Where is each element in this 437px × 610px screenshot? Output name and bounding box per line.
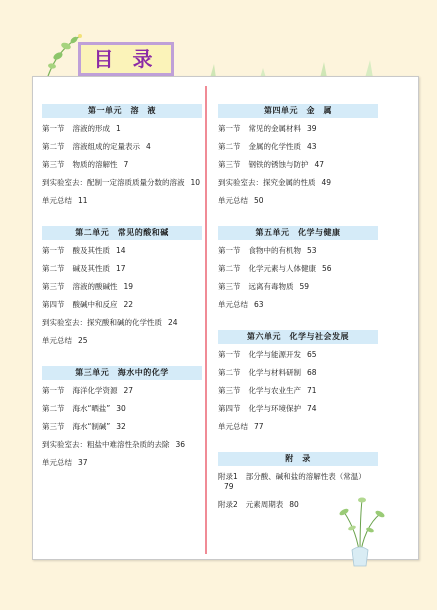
toc-entry[interactable] — [42, 142, 202, 160]
title-text: 目 录 — [93, 47, 159, 71]
section-title: 化学与能源开发 — [248, 350, 301, 359]
page-number: 77 — [254, 422, 264, 431]
page-number: 49 — [321, 178, 332, 187]
section-number: 第一节 — [42, 124, 65, 133]
unit-heading: 第六单元 化学与社会发展 — [218, 330, 378, 344]
section-title: 碱及其性质 — [72, 264, 110, 273]
section-number: 第一节 — [218, 350, 241, 359]
toc-entry[interactable] — [218, 404, 378, 422]
section-title: 单元总结 — [42, 196, 72, 205]
section-title: 化学与材料研制 — [248, 368, 301, 377]
toc-entry[interactable] — [42, 386, 202, 404]
toc-entry[interactable] — [218, 160, 378, 178]
page-number: 80 — [289, 500, 299, 509]
toc-entry[interactable] — [42, 264, 202, 282]
section-title: 溶液的形成 — [72, 124, 110, 133]
section-title: 到实验室去：探究金属的性质 — [218, 178, 316, 187]
section-title: 溶液的酸碱性 — [72, 282, 118, 291]
toc-entry[interactable] — [42, 336, 202, 354]
page-number: 4 — [146, 142, 151, 151]
page-number: 37 — [78, 458, 88, 467]
toc-entry[interactable] — [42, 160, 202, 178]
section-title: 酸及其性质 — [72, 246, 110, 255]
section-title: 化学与环境保护 — [248, 404, 301, 413]
page-number: 17 — [116, 264, 126, 273]
section-title: 食物中的有机物 — [248, 246, 301, 255]
page-number: 10 — [190, 178, 201, 187]
section-title: 单元总结 — [218, 422, 248, 431]
unit-section — [218, 330, 378, 440]
section-title: 元素周期表 — [245, 500, 284, 509]
section-number: 第三节 — [42, 422, 65, 431]
toc-entry[interactable] — [42, 124, 202, 142]
section-title: 物质的溶解性 — [72, 160, 118, 169]
section-title: 溶液组成的定量表示 — [72, 142, 140, 151]
section-number: 第三节 — [218, 282, 241, 291]
section-number: 第一节 — [42, 386, 65, 395]
page-number: 65 — [307, 350, 317, 359]
section-title: 部分酸、碱和盐的溶解性表（常温） — [245, 472, 366, 481]
section-title: 单元总结 — [218, 196, 248, 205]
toc-entry[interactable] — [42, 178, 202, 196]
section-number: 第一节 — [218, 124, 241, 133]
right-column — [218, 104, 378, 530]
page-title — [78, 42, 174, 76]
section-number: 第二节 — [218, 142, 241, 151]
page-number: 32 — [116, 422, 126, 431]
section-title: 海水“晒盐” — [72, 404, 111, 413]
section-title: 海水“制碱” — [72, 422, 111, 431]
section-number: 第二节 — [42, 264, 65, 273]
unit-heading: 第五单元 化学与健康 — [218, 226, 378, 240]
section-number: 第四节 — [42, 300, 65, 309]
section-number: 第二节 — [42, 142, 65, 151]
page-number: 19 — [123, 282, 134, 291]
toc-entry[interactable] — [42, 246, 202, 264]
section-number: 第三节 — [218, 160, 241, 169]
section-title: 化学与农业生产 — [248, 386, 301, 395]
section-title: 到实验室去：配制一定溶质质量分数的溶液 — [42, 178, 185, 187]
page-number: 39 — [307, 124, 317, 133]
toc-entry[interactable] — [218, 300, 378, 318]
toc-entry[interactable] — [42, 300, 202, 318]
section-title: 酸碱中和反应 — [72, 300, 118, 309]
section-title: 海洋化学资源 — [72, 386, 118, 395]
page-number: 79 — [224, 482, 234, 491]
section-number: 第三节 — [42, 160, 65, 169]
section-title: 金属的化学性质 — [248, 142, 301, 151]
toc-entry[interactable] — [42, 458, 202, 476]
unit-heading: 第三单元 海水中的化学 — [42, 366, 202, 380]
toc-entry[interactable] — [218, 368, 378, 386]
page-number: 74 — [307, 404, 317, 413]
toc-entry[interactable] — [218, 282, 378, 300]
section-number: 第三节 — [218, 386, 241, 395]
page-number: 63 — [254, 300, 264, 309]
toc-entry[interactable] — [42, 282, 202, 300]
toc-entry[interactable] — [218, 264, 378, 282]
page-number: 71 — [307, 386, 317, 395]
vase-plant-decoration-icon — [330, 488, 390, 568]
section-title: 常见的金属材料 — [248, 124, 301, 133]
page-number: 1 — [116, 124, 121, 133]
unit-section — [218, 226, 378, 318]
page-number: 43 — [307, 142, 317, 151]
toc-entry[interactable] — [218, 350, 378, 368]
toc-entry[interactable] — [42, 440, 202, 458]
section-title: 单元总结 — [42, 458, 72, 467]
page-number: 36 — [175, 440, 186, 449]
toc-entry[interactable] — [218, 196, 378, 214]
page-number: 68 — [307, 368, 317, 377]
unit-section — [42, 366, 202, 476]
page-number: 14 — [116, 246, 126, 255]
section-number: 附录1 — [218, 472, 238, 481]
toc-entry[interactable] — [218, 178, 378, 196]
toc-entry[interactable] — [218, 124, 378, 142]
section-title: 钢铁的锈蚀与防护 — [248, 160, 309, 169]
page-number: 25 — [78, 336, 88, 345]
unit-section — [42, 226, 202, 354]
grass-decoration-icon — [200, 56, 380, 78]
page-number: 30 — [116, 404, 126, 413]
unit-heading: 第一单元 溶 液 — [42, 104, 202, 118]
page-number: 47 — [314, 160, 325, 169]
toc-entry[interactable] — [218, 142, 378, 160]
unit-section — [218, 104, 378, 214]
toc-entry[interactable] — [218, 386, 378, 404]
section-number: 第二节 — [218, 368, 241, 377]
left-column — [42, 104, 202, 488]
toc-entry[interactable] — [42, 318, 202, 336]
section-title: 远离有毒物质 — [248, 282, 294, 291]
section-number: 第一节 — [42, 246, 65, 255]
section-title: 到实验室去：粗盐中难溶性杂质的去除 — [42, 440, 170, 449]
page-number: 56 — [322, 264, 332, 273]
section-title: 化学元素与人体健康 — [248, 264, 316, 273]
unit-heading: 第四单元 金 属 — [218, 104, 378, 118]
toc-entry[interactable] — [42, 404, 202, 422]
section-number: 附录2 — [218, 500, 238, 509]
toc-entry[interactable] — [42, 422, 202, 440]
section-title: 到实验室去：探究酸和碱的化学性质 — [42, 318, 162, 327]
page-number: 24 — [168, 318, 178, 327]
section-number: 第二节 — [42, 404, 65, 413]
toc-entry[interactable] — [42, 196, 202, 214]
page-number: 22 — [123, 300, 134, 309]
page-number: 50 — [254, 196, 264, 205]
section-title: 单元总结 — [42, 336, 72, 345]
section-number: 第二节 — [218, 264, 241, 273]
section-number: 第三节 — [42, 282, 65, 291]
page-number: 7 — [123, 160, 129, 169]
page-number: 53 — [307, 246, 317, 255]
section-title: 单元总结 — [218, 300, 248, 309]
unit-heading: 第二单元 常见的酸和碱 — [42, 226, 202, 240]
page-number: 11 — [78, 196, 88, 205]
section-number: 第一节 — [218, 246, 241, 255]
unit-heading: 附 录 — [218, 452, 378, 466]
column-divider — [205, 86, 207, 554]
page-number: 27 — [123, 386, 134, 395]
unit-section — [42, 104, 202, 214]
section-number: 第四节 — [218, 404, 241, 413]
toc-entry[interactable] — [218, 422, 378, 440]
toc-entry[interactable] — [218, 246, 378, 264]
page-number: 59 — [299, 282, 310, 291]
